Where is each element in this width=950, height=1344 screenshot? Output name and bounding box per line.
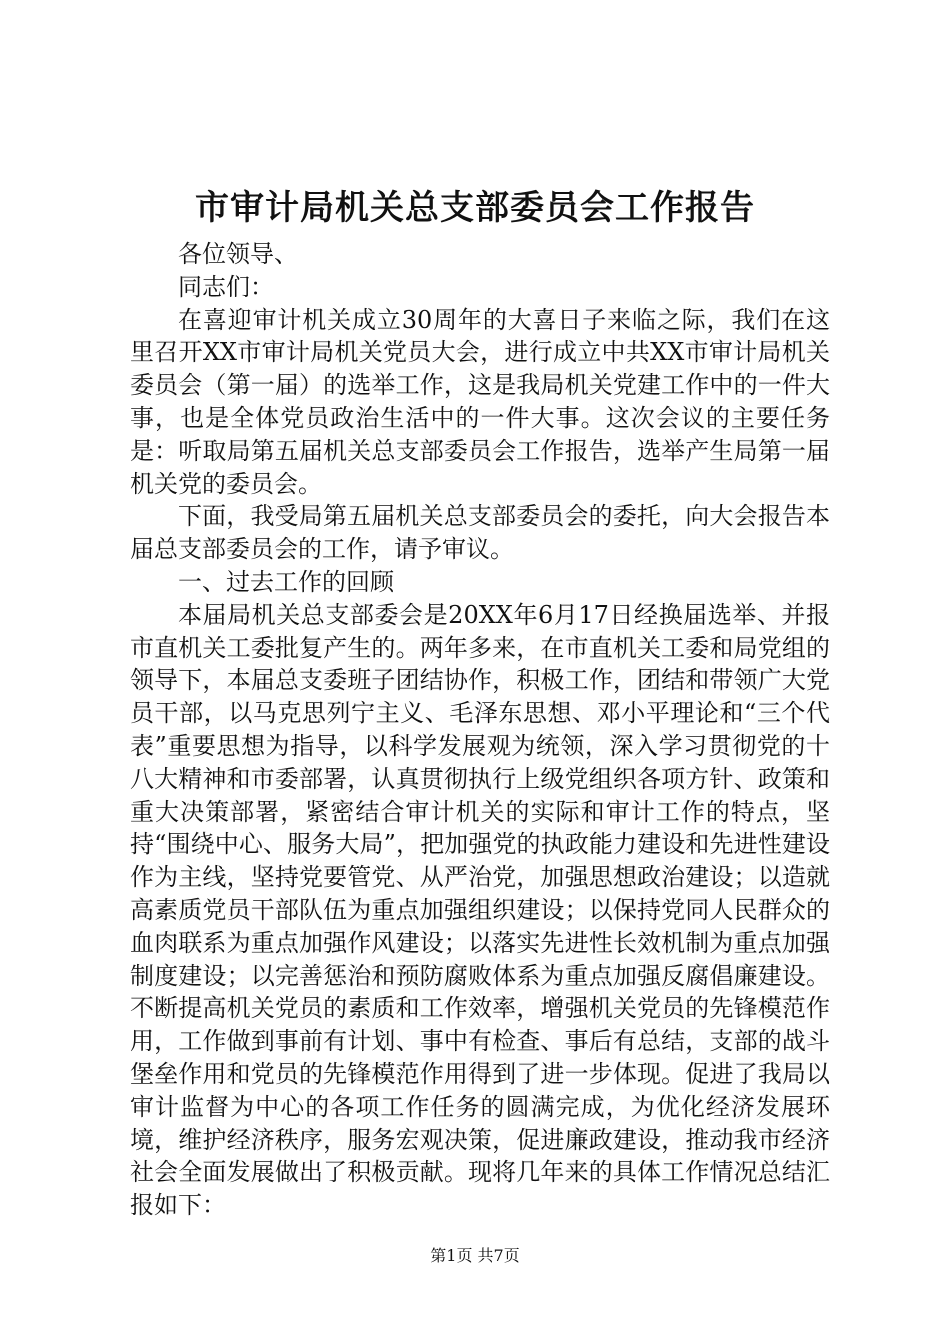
- page-number: 第1页 共7页: [430, 1246, 520, 1265]
- paragraph-review: 本届局机关总支部委会是20XX年6月17日经换届选举、并报市直机关工委批复产生的。两年多来，在市直机关工委和局党组的领导下，本届总支委班子团结协作，积极工作，团结和带领广大党员干部，以马克思列宁主义、毛泽东思想、邓小平理论和“三个代表”重要思想为指导，以科学发展观为统领，深入学习贯彻党的十八大精神和市委部署，认真贯彻执行上级党组织各项方针、政策和重大决策部署，紧密结合审计机关的实际和审计工作的特点，坚持“围绕中心、服务大局”，把加强党的执政能力建设和先进性建设作为主线，坚持党要管党、从严治党，加强思想政治建设；以造就高素质党员干部队伍为重点加强组织建设；以保持党同人民群众的血肉联系为重点加强作风建设；以落实先进性长效机制为重点加强制度建设；以完善惩治和预防腐败体系为重点加强反腐倡廉建设。不断提高机关党员的素质和工作效率，增强机关党员的先锋模范作用，工作做到事前有计划、事中有检查、事后有总结，支部的战斗堡垒作用和党员的先锋模范作用得到了进一步体现。促进了我局以审计监督为中心的各项工作任务的圆满完成，为优化经济发展环境，维护经济秩序，服务宏观决策，促进廉政建设，推动我市经济社会全面发展做出了积极贡献。现将几年来的具体工作情况总结汇报如下：: [130, 600, 830, 1220]
- salutation-leaders: 各位领导、: [178, 240, 298, 268]
- section-heading-review: 一、过去工作的回顾: [178, 567, 394, 596]
- page-title: 市审计局机关总支部委员会工作报告: [195, 188, 755, 228]
- paragraph-entrusted: 下面，我受局第五届机关总支部委员会的委托，向大会报告本届总支部委员会的工作，请予审议。: [130, 502, 830, 564]
- document-body: [130, 238, 830, 1222]
- paragraph-intro: 在喜迎审计机关成立30周年的大喜日子来临之际，我们在这里召开XX市审计局机关党员大会，进行成立中共XX市审计局机关委员会（第一届）的选举工作，这是我局机关党建工作中的一件大事，也是全体党员政治生活中的一件大事。这次会议的主要任务是：听取局第五届机关总支部委员会工作报告，选举产生局第一届机关党的委员会。: [130, 305, 830, 498]
- salutation-comrades: 同志们：: [178, 272, 274, 301]
